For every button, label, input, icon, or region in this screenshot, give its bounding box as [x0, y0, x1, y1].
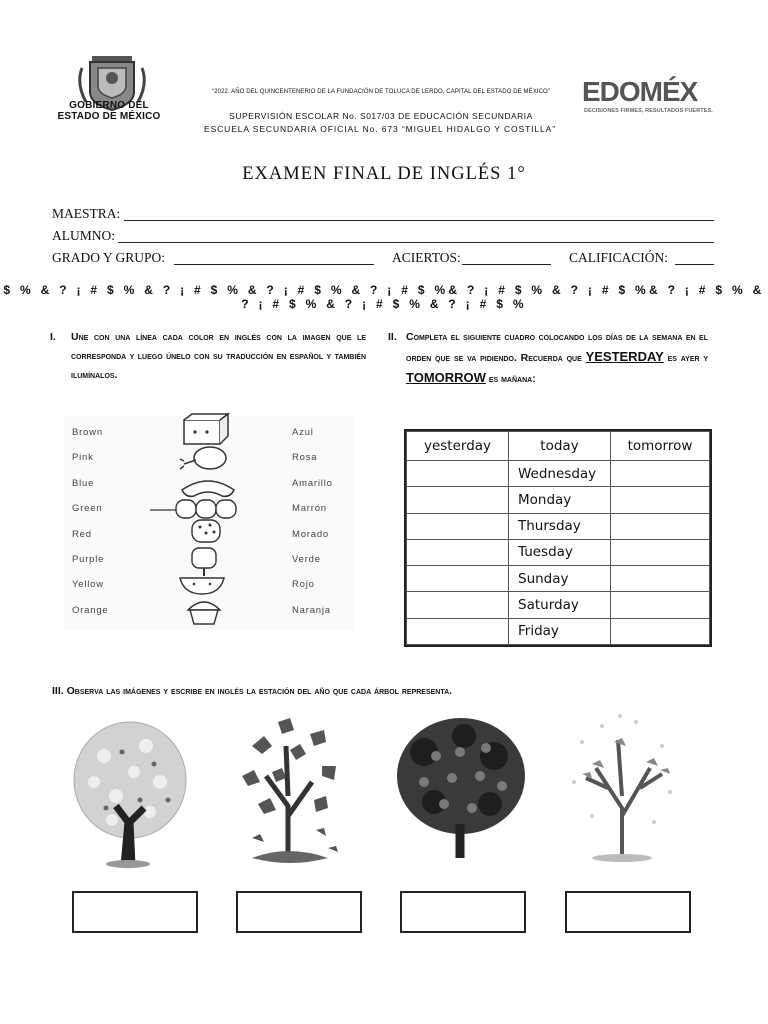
tomorrow-cell[interactable] [611, 539, 710, 565]
teacher-label: MAESTRA: [52, 206, 121, 221]
spanish-color-word: Verde [292, 554, 321, 565]
government-line-1: GOBIERNO DEL [69, 100, 149, 111]
spring-tree-icon [64, 716, 196, 868]
header-yesterday: yesterday [407, 432, 509, 461]
school-name: ESCUELA SECUNDARIA OFICIAL No. 673 “MIGUEL HIDALGO Y COSTILLA” [204, 124, 556, 134]
english-color-word: Orange [72, 604, 109, 616]
section-2-text-a: Completa el siguiente cuadro colocando los días de la semana en el orden que se va pidiendo. Recuerda que [406, 331, 708, 364]
section-2-text-c: es mañana: [488, 373, 536, 385]
today-cell: Wednesday [509, 461, 611, 487]
tomorrow-cell[interactable] [611, 461, 710, 487]
english-color-word: Yellow [72, 579, 104, 591]
days-table-row [407, 461, 710, 487]
yesterday-word: YESTERDAY [585, 349, 664, 364]
student-line[interactable] [118, 242, 714, 243]
winter-tree-icon [562, 712, 682, 862]
cupcake-icon [188, 602, 220, 624]
section-1-number: I. [50, 331, 56, 343]
tomorrow-cell[interactable] [611, 618, 710, 644]
tomorrow-cell[interactable] [611, 592, 710, 618]
today-cell: Tuesday [509, 539, 611, 565]
student-label: ALUMNO: [52, 228, 115, 243]
spanish-color-word: Marrón [292, 503, 327, 515]
today-cell: Sunday [509, 566, 611, 592]
yesterday-cell[interactable] [407, 592, 509, 618]
english-color-word: Green [72, 503, 103, 515]
answer-box-4[interactable] [565, 891, 691, 933]
spanish-color-word: Rosa [292, 452, 318, 464]
score-line[interactable] [675, 264, 714, 265]
spanish-color-word: Azul [292, 427, 314, 438]
food-pictures [150, 412, 260, 634]
english-color-word: Purple [72, 554, 105, 565]
days-table-header [407, 432, 710, 461]
header-tomorrow: tomorrow [611, 432, 710, 461]
yesterday-cell[interactable] [407, 618, 509, 644]
days-table-row [407, 566, 710, 592]
section-3-text: Observa las imágenes y escribe en inglés la estación del año que cada árbol representa. [66, 685, 453, 697]
bread-buns-icon [150, 500, 236, 518]
autumn-tree-icon [232, 716, 348, 868]
summer-tree-icon [394, 712, 528, 860]
today-cell: Thursday [509, 513, 611, 539]
days-table-row [407, 592, 710, 618]
today-cell: Monday [509, 487, 611, 513]
watermelon-slice-icon [180, 578, 224, 594]
government-name [50, 100, 168, 122]
section-3-instructions [52, 683, 712, 699]
answer-box-2[interactable] [236, 891, 362, 933]
spanish-color-word: Morado [292, 528, 330, 540]
exam-title: EXAMEN FINAL DE INGLÉS 1° [242, 164, 526, 184]
spanish-color-word: Naranja [292, 604, 331, 616]
section-2-text-b: es ayer y [667, 352, 708, 364]
days-table-row [407, 487, 710, 513]
section-1-instructions [50, 328, 366, 385]
days-table [404, 429, 712, 647]
correct-line[interactable] [462, 264, 551, 265]
tomorrow-cell[interactable] [611, 566, 710, 592]
correct-label: ACIERTOS: [392, 250, 461, 265]
today-cell: Friday [509, 618, 611, 644]
section-3-number: III. [52, 685, 64, 697]
yesterday-cell[interactable] [407, 539, 509, 565]
yesterday-cell[interactable] [407, 513, 509, 539]
english-color-word: Red [72, 528, 92, 540]
today-cell: Saturday [509, 592, 611, 618]
croissant-icon [182, 481, 234, 496]
answer-box-3[interactable] [400, 891, 526, 933]
score-label: CALIFICACIÓN: [569, 250, 669, 265]
edomex-logo: EDOMÉX [582, 76, 698, 107]
tomorrow-word: TOMORROW [406, 370, 486, 385]
answer-box-1[interactable] [72, 891, 198, 933]
section-2-number: II. [388, 331, 397, 343]
teacher-line[interactable] [124, 220, 714, 221]
english-color-word: Pink [72, 452, 94, 464]
section-2-instructions [388, 328, 708, 389]
grade-line[interactable] [174, 264, 374, 265]
days-table-row [407, 618, 710, 644]
days-table-row [407, 513, 710, 539]
english-color-word: Brown [72, 427, 103, 438]
yesterday-cell[interactable] [407, 566, 509, 592]
english-color-word: Blue [72, 477, 95, 489]
milk-carton-icon [184, 414, 228, 444]
yesterday-cell[interactable] [407, 461, 509, 487]
chicken-leg-icon [180, 447, 226, 469]
cookie-icon [192, 520, 220, 542]
tomorrow-cell[interactable] [611, 487, 710, 513]
year-motto: “2022. AÑO DEL QUINCENTENERIO DE LA FUNDACIÓN DE TOLUCA DE LERDO, CAPITAL DEL ESTADO DE MÉXICO” [212, 89, 550, 95]
yesterday-cell[interactable] [407, 487, 509, 513]
ice-cream-icon [192, 548, 216, 576]
section-1-text: Une con una línea cada color en inglés con la imagen que le corresponda y luego únelo con su traducción en español y también ilumínalos. [71, 331, 366, 381]
header-today: today [509, 432, 611, 461]
symbol-separator: $ % & ? ¡ # $ % & ? ¡ # $ % & ? ¡ # $ % & ? ¡ # $ %& ? ¡ # $ % & ? ¡ # $ %& ? ¡ # $ % & ? ¡ # $ % & ? ¡ # $ % & ? ¡ # $ % [3, 283, 765, 311]
spanish-color-word: Amarillo [292, 477, 333, 489]
edomex-slogan: DECISIONES FIRMES, RESULTADOS FUERTES. [584, 108, 713, 114]
tomorrow-cell[interactable] [611, 513, 710, 539]
spanish-color-word: Rojo [292, 579, 315, 591]
grade-label: GRADO Y GRUPO: [52, 250, 166, 265]
days-table-row [407, 539, 710, 565]
government-line-2: ESTADO DE MÉXICO [57, 111, 161, 122]
supervision-line: SUPERVISIÓN ESCOLAR No. S017/03 DE EDUCACIÓN SECUNDARIA [229, 111, 533, 121]
